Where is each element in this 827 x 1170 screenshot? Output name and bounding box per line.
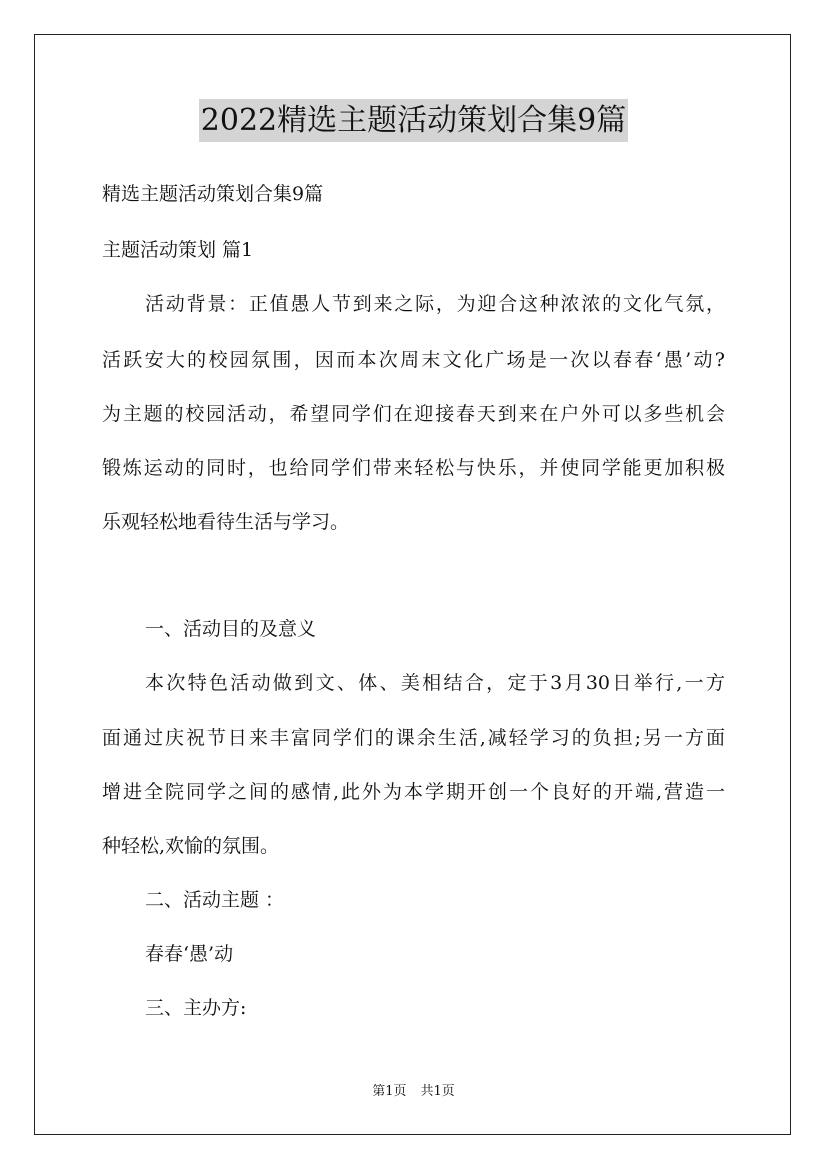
background-line-5: 乐观轻松地看待生活与学习。	[102, 511, 350, 533]
theme-text: 春春‘愚’动	[145, 943, 234, 965]
background-line-1: 活动背景：正值愚人节到来之际，为迎合这种浓浓的文化气氛，	[145, 293, 725, 315]
title-container	[0, 99, 827, 142]
purpose-line-2: 面通过庆祝节日来丰富同学们的课余生活,减轻学习的负担;另一方面	[102, 727, 725, 749]
page-indicator: 第1页	[372, 1084, 407, 1099]
background-line-2: 活跃安大的校园氛围，因而本次周末文化广场是一次以春春‘愚’动?	[102, 349, 725, 371]
background-line-4: 锻炼运动的同时，也给同学们带来轻松与快乐，并使同学能更加积极	[102, 457, 725, 479]
purpose-line-4: 种轻松,欢愉的氛围。	[102, 835, 280, 857]
heading-purpose: 一、活动目的及意义	[145, 618, 317, 640]
background-line-3: 为主题的校园活动，希望同学们在迎接春天到来在户外可以多些机会	[102, 403, 725, 425]
purpose-line-3: 增进全院同学之间的感情,此外为本学期开创一个良好的开端,营造一	[102, 781, 725, 803]
purpose-line-1: 本次特色活动做到文、体、美相结合，定于3月30日举行,一方	[145, 672, 725, 694]
heading-theme: 二、活动主题 ：	[145, 889, 285, 911]
heading-organizer: 三、主办方:	[145, 997, 247, 1019]
document-subtitle: 精选主题活动策划合集9篇	[102, 183, 324, 205]
total-pages: 共1页	[420, 1084, 455, 1099]
page-footer	[0, 1084, 827, 1100]
document-title: 2022精选主题活动策划合集9篇	[199, 99, 628, 142]
section-heading: 主题活动策划 篇1	[102, 239, 254, 261]
